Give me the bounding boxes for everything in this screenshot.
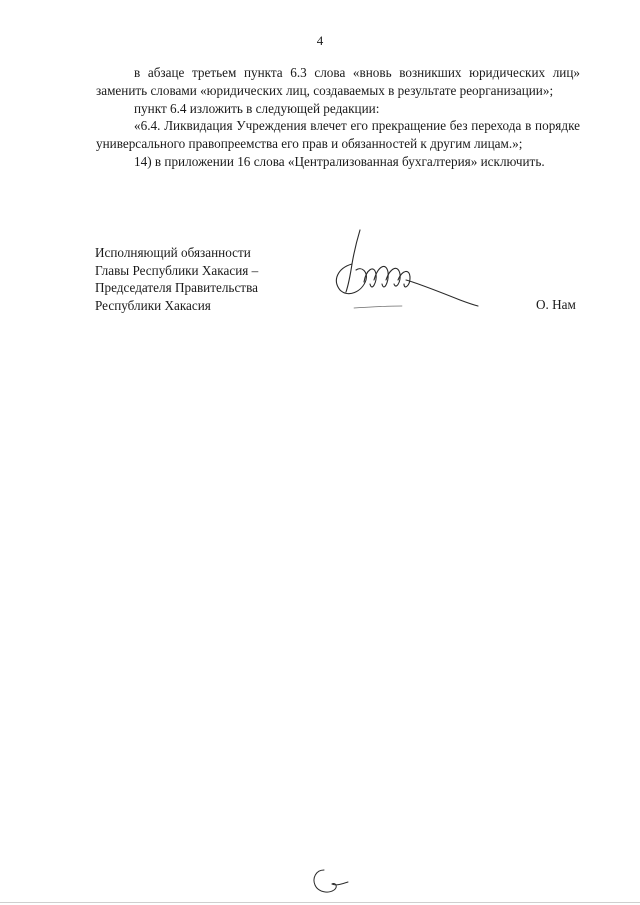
signatory-position (95, 244, 258, 314)
position-line: Республики Хакасия (95, 297, 211, 313)
document-body (96, 64, 580, 171)
page-bottom-edge (0, 902, 640, 903)
paragraph-amend-6-4-intro: пункт 6.4 изложить в следующей редакции: (134, 100, 380, 116)
page-number: 4 (316, 33, 324, 48)
handwritten-signature (330, 222, 490, 322)
position-line: Главы Республики Хакасия – (95, 262, 259, 278)
position-line: Председателя Правительства (95, 280, 258, 296)
paragraph-amend-6-4-text: «6.4. Ликвидация Учреждения влечет его прекращение без перехода в порядке универсального правопреемства его прав и обязанностей к другим лицам.»; (96, 118, 580, 152)
position-line: Исполняющий обязанности (95, 245, 251, 260)
initials-mark (306, 860, 356, 900)
paragraph-amend-6-3: в абзаце третьем пункта 6.3 слова «вновь возникших юридических лиц» заменить словами «юридических лиц, создаваемых в результате реорганизации»; (96, 65, 580, 98)
signer-name: О. Нам (536, 297, 576, 312)
paragraph-item-14: 14) в приложении 16 слова «Централизованная бухгалтерия» исключить. (134, 153, 545, 169)
